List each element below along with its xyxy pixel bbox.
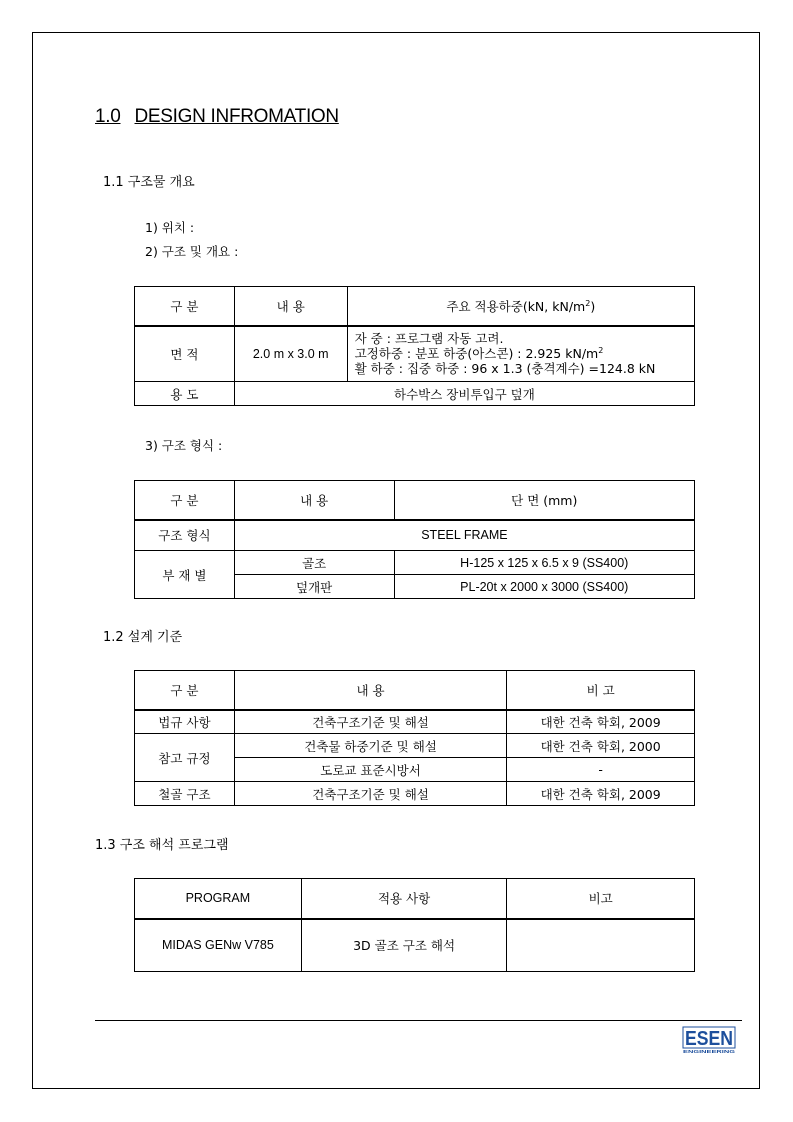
header-category: 구 분 bbox=[135, 481, 235, 520]
header-section: 단 면 (mm) bbox=[394, 481, 695, 520]
section-heading-1-1: 1.1 구조물 개요 bbox=[103, 175, 195, 190]
standard-category: 철골 구조 bbox=[135, 782, 235, 806]
item-structure-type: 3) 구조 형식 : bbox=[145, 438, 223, 453]
load-description bbox=[347, 326, 694, 382]
item-location: 1) 위치 : bbox=[145, 220, 195, 235]
header-program: PROGRAM bbox=[135, 879, 302, 919]
standard-content: 건축물 하중기준 및 해설 bbox=[234, 734, 506, 758]
standard-category: 참고 규정 bbox=[135, 734, 235, 782]
program-note bbox=[507, 919, 695, 972]
section-heading-1-3: 1.3 구조 해석 프로그램 bbox=[95, 838, 229, 853]
structure-type-value: STEEL FRAME bbox=[234, 520, 694, 551]
item-structure-overview: 2) 구조 및 개요 : bbox=[145, 244, 239, 259]
program-name: MIDAS GENw V785 bbox=[135, 919, 302, 972]
header-note: 비고 bbox=[507, 879, 695, 919]
standard-note: - bbox=[507, 758, 695, 782]
company-logo bbox=[682, 1026, 736, 1054]
section-heading-1-2: 1.2 설계 기준 bbox=[103, 630, 183, 645]
structure-type-label: 구조 형식 bbox=[135, 520, 235, 551]
member-section: PL-20t x 2000 x 3000 (SS400) bbox=[394, 575, 695, 599]
standard-category: 법규 사항 bbox=[135, 710, 235, 734]
member-label: 부 재 별 bbox=[135, 551, 235, 599]
standard-content: 건축구조기준 및 해설 bbox=[234, 782, 506, 806]
header-content: 내 용 bbox=[234, 481, 394, 520]
header-note: 비 고 bbox=[507, 671, 695, 710]
area-label: 면 적 bbox=[135, 326, 235, 382]
standard-content: 건축구조기준 및 해설 bbox=[234, 710, 506, 734]
member-name: 골조 bbox=[234, 551, 394, 575]
design-standards-table bbox=[134, 670, 695, 806]
usage-value: 하수박스 장비투입구 덮개 bbox=[234, 382, 694, 406]
area-value: 2.0 m x 3.0 m bbox=[234, 326, 347, 382]
footer-divider bbox=[95, 1020, 742, 1021]
dead-load-line: 고정하중 : 분포 하중(아스콘) : 2.925 $kN/m^2$ bbox=[354, 346, 604, 362]
live-load-line: 활 하중 : 집중 하중 : 96 x 1.3 (충격계수) =124.8 kN bbox=[354, 361, 656, 377]
standard-note: 대한 건축 학회, 2009 bbox=[507, 782, 695, 806]
header-content: 내 용 bbox=[234, 671, 506, 710]
standard-note: 대한 건축 학회, 2000 bbox=[507, 734, 695, 758]
member-name: 덮개판 bbox=[234, 575, 394, 599]
usage-label: 용 도 bbox=[135, 382, 235, 406]
header-category: 구 분 bbox=[135, 287, 235, 326]
svg-text:ENGINEERING: ENGINEERING bbox=[683, 1049, 736, 1054]
member-section: H-125 x 125 x 6.5 x 9 (SS400) bbox=[394, 551, 695, 575]
self-weight-line: 자 중 : 프로그램 자동 고려. bbox=[354, 331, 504, 347]
overview-table bbox=[134, 286, 695, 406]
svg-text:ESEN: ESEN bbox=[685, 1028, 733, 1050]
analysis-program-table bbox=[134, 878, 695, 972]
header-category: 구 분 bbox=[135, 671, 235, 710]
header-usage: 적용 사항 bbox=[301, 879, 507, 919]
standard-note: 대한 건축 학회, 2009 bbox=[507, 710, 695, 734]
page-title: 1.0 DESIGN INFROMATION bbox=[95, 106, 339, 127]
standard-content: 도로교 표준시방서 bbox=[234, 758, 506, 782]
structure-type-table bbox=[134, 480, 695, 599]
program-usage: 3D 골조 구조 해석 bbox=[301, 919, 507, 972]
header-load: 주요 적용하중(kN, $kN/m^2$) bbox=[347, 287, 694, 326]
header-content: 내 용 bbox=[234, 287, 347, 326]
